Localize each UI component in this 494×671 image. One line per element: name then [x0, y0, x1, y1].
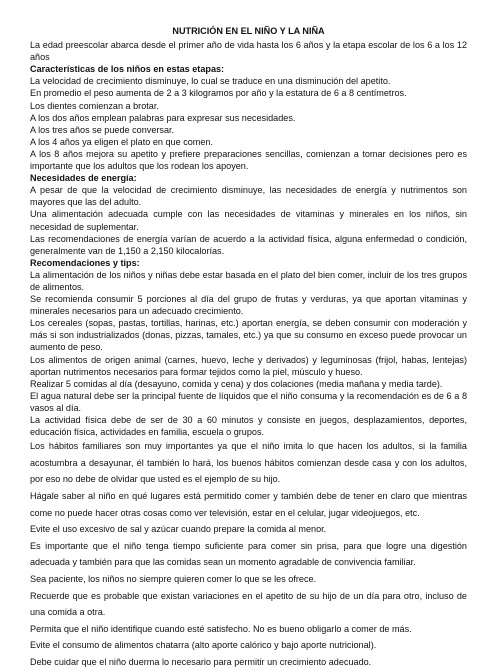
paragraph: Sea paciente, los niños no siempre quieren comer lo que se les ofrece. — [30, 573, 317, 584]
paragraph: Es importante que el niño tenga tiempo suficiente para comer sin prisa, para que logre una digestión adecuada y también para que las comidas sean un momento agradable de convivencia familiar. — [30, 540, 467, 568]
paragraph: Los hábitos familiares son muy importantes ya que el niño imita lo que hacen los adultos, si la familia acostumbra a desayunar, él también lo hará, los buenos hábitos comienzan desde casa y con los adultos, por eso no debe de olvidar que usted es el ejemplo de su hijo. — [30, 441, 467, 485]
paragraph: Los cereales (sopas, pastas, tortillas, harinas, etc.) aportan energía, se deben consumir con moderación y más si son industrializados (donas, pizzas, tamales, etc.) ya que su consumo en exceso puede provocar un aumento de peso. — [30, 318, 467, 353]
paragraph: En promedio el peso aumenta de 2 a 3 kilogramos por año y la estatura de 6 a 8 centímetros. — [30, 88, 407, 99]
section-heading: Recomendaciones y tips: — [30, 257, 140, 268]
paragraph: Evite el consumo de alimentos chatarra (alto aporte calórico y bajo aporte nutricional). — [30, 640, 377, 651]
paragraph: La edad preescolar abarca desde el primer año de vida hasta los 6 años y la etapa escolar de los 6 a los 12 años — [30, 40, 467, 63]
paragraph: Los dientes comienzan a brotar. — [30, 100, 159, 111]
section-heading: Características de los niños en estas etapas: — [30, 64, 225, 75]
paragraph: Recuerde que es probable que existan variaciones en el apetito de su hijo de un día para otro, incluso de una comida a otra. — [30, 590, 467, 618]
paragraph: La velocidad de crecimiento disminuye, lo cual se traduce en una disminución del apetito. — [30, 76, 391, 87]
paragraph: Los alimentos de origen animal (carnes, huevo, leche y derivados) y leguminosas (frijol, habas, lentejas) aportan nutrimentos necesarios para formar tejidos como la piel, músculo y hueso. — [30, 354, 467, 377]
paragraph: A los dos años emplean palabras para expresar sus necesidades. — [30, 112, 296, 123]
document-body — [30, 39, 467, 670]
paragraph: A los 4 años ya eligen el plato en que comen. — [30, 136, 214, 147]
paragraph: A pesar de que la velocidad de crecimiento disminuye, las necesidades de energía y nutrimentos son mayores que las del adulto. — [30, 185, 467, 208]
paragraph: La actividad física debe de ser de 30 a 60 minutos y consiste en juegos, desplazamientos, deportes, educación física, actividades en familia, escuela o grupos. — [30, 415, 467, 438]
document-title: NUTRICIÓN EN EL NIÑO Y LA NIÑA — [172, 26, 325, 36]
paragraph: Debe cuidar que el niño duerma lo necesario para permitir un crecimiento adecuado. — [30, 656, 372, 667]
paragraph: El agua natural debe ser la principal fuente de líquidos que el niño consuma y la recomendación es de 6 a 8 vasos al día. — [30, 390, 467, 413]
paragraph: Hágale saber al niño en qué lugares está permitido comer y también debe de tener en claro que mientras come no puede hacer otras cosas como ver televisión, estar en el celular, jugar videojuegos, etc. — [30, 490, 467, 518]
paragraph: A los tres años se puede conversar. — [30, 124, 175, 135]
paragraph: Permita que el niño identifique cuando esté satisfecho. No es bueno obligarlo a comer de más. — [30, 623, 412, 634]
paragraph: Las recomendaciones de energía varían de acuerdo a la actividad física, alguna enfermedad o condición, generalmente van de 1,150 a 2,150 kilocalorías. — [30, 233, 467, 256]
section-heading: Necesidades de energía: — [30, 173, 137, 184]
paragraph: Realizar 5 comidas al día (desayuno, comida y cena) y dos colaciones (media mañana y media tarde). — [30, 378, 443, 389]
paragraph: Evite el uso excesivo de sal y azúcar cuando prepare la comida al menor. — [30, 524, 327, 535]
paragraph: Se recomienda consumir 5 porciones al día del grupo de frutas y verduras, ya que aportan vitaminas y minerales necesarios para un adecuado crecimiento. — [30, 294, 467, 317]
paragraph: Una alimentación adecuada cumple con las necesidades de vitaminas y minerales en los niños, sin necesidad de suplementar. — [30, 209, 467, 232]
paragraph: La alimentación de los niños y niñas debe estar basada en el plato del bien comer, incluir de los tres grupos de alimentos. — [30, 269, 467, 292]
paragraph: A los 8 años mejora su apetito y prefiere preparaciones sencillas, comienzan a tomar decisiones pero es importante que los adultos que los rodean los apoyen. — [30, 148, 467, 172]
